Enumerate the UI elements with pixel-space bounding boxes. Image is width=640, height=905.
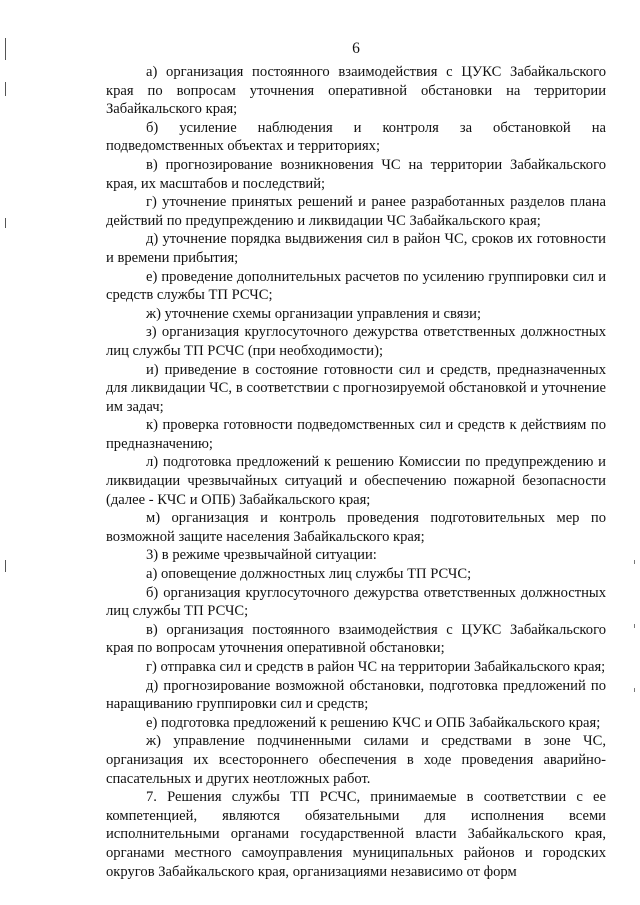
paragraph: г) отправка сил и средств в район ЧС на территории Забайкальского края; (146, 659, 606, 675)
scan-right-marks (634, 560, 636, 720)
scan-margin-mark (5, 82, 6, 96)
paragraph: з) организация круглосуточного дежурства ответственных должностных лиц службы ТП РСЧС (при необходимости); (106, 324, 606, 359)
paragraph: а) организация постоянного взаимодействия с ЦУКС Забайкальского края по вопросам уточнения оперативной обстановки на территории Забайкальского края; (106, 64, 606, 118)
paragraph: ж) уточнение схемы организации управления и связи; (146, 305, 482, 322)
scan-margin-mark (5, 218, 6, 228)
page-number: 6 (352, 40, 360, 57)
paragraph: в) организация постоянного взаимодействия с ЦУКС Забайкальского края по вопросам уточнения оперативной обстановки; (106, 621, 606, 657)
paragraph: е) подготовка предложений к решению КЧС и ОПБ Забайкальского края; (146, 714, 601, 731)
paragraph: 7. Решения службы ТП РСЧС, принимаемые в соответствии с ее компетенцией, являются обязательными для исполнения всеми исполнительными органами государственной власти Забайкальского края, органами местного самоуправления муниципальных районов и городских округов Забайкальского края, организациями независимо от форм (106, 789, 606, 880)
paragraph: к) проверка готовности подведомственных сил и средств к действиям по предназначению; (106, 417, 606, 452)
paragraph: 3) в режиме чрезвычайной ситуации: (146, 547, 377, 564)
paragraph: в) прогнозирование возникновения ЧС на территории Забайкальского края, их масштабов и последствий; (106, 156, 606, 192)
paragraph: д) прогнозирование возможной обстановки, подготовка предложений по наращиванию группировки сил и средств; (106, 677, 606, 713)
paragraph: е) проведение дополнительных расчетов по усилению группировки сил и средств службы ТП РСЧС; (106, 268, 606, 304)
paragraph: б) усиление наблюдения и контроля за обстановкой на подведомственных объектах и территориях; (106, 119, 606, 155)
document-body (106, 63, 606, 881)
scan-margin-mark (5, 560, 6, 572)
paragraph: м) организация и контроль проведения подготовительных мер по возможной защите населения Забайкальского края; (106, 510, 606, 545)
paragraph: ж) управление подчиненными силами и средствами в зоне ЧС, организация их всестороннего обеспечения в ходе проведения аварийно-спасательных и других неотложных работ. (106, 733, 606, 787)
paragraph: л) подготовка предложений к решению Комиссии по предупреждению и ликвидации чрезвычайных ситуаций и обеспечению пожарной безопасности (далее - КЧС и ОПБ) Забайкальского края; (106, 454, 606, 508)
paragraph: б) организация круглосуточного дежурства ответственных должностных лиц службы ТП РСЧС; (106, 584, 606, 620)
paragraph: и) приведение в состояние готовности сил и средств, предназначенных для ликвидации ЧС, в соответствии с прогнозируемой обстановкой и уточнение им задач; (106, 361, 606, 415)
paragraph: г) уточнение принятых решений и ранее разработанных разделов плана действий по предупреждению и ликвидации ЧС Забайкальского края; (106, 194, 606, 229)
paragraph: д) уточнение порядка выдвижения сил в район ЧС, сроков их готовности и времени прибытия; (106, 231, 606, 266)
paragraph: а) оповещение должностных лиц службы ТП РСЧС; (146, 566, 472, 583)
